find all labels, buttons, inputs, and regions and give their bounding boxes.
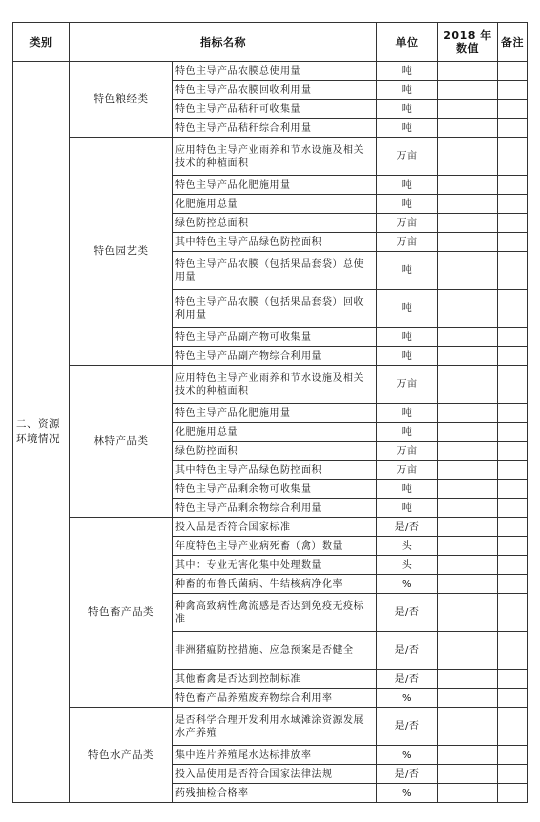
header-row bbox=[13, 23, 528, 62]
unit-cell: 吨 bbox=[377, 62, 438, 81]
note-cell[interactable] bbox=[498, 575, 528, 594]
indicator-name-cell: 应用特色主导产业雨养和节水设施及相关技术的种植面积 bbox=[173, 138, 377, 176]
value-2018-cell[interactable] bbox=[438, 670, 498, 689]
indicator-name-cell: 其中特色主导产品绿色防控面积 bbox=[173, 233, 377, 252]
unit-cell: 吨 bbox=[377, 290, 438, 328]
unit-cell: 吨 bbox=[377, 81, 438, 100]
unit-cell: 吨 bbox=[377, 119, 438, 138]
indicator-name-cell: 应用特色主导产业雨养和节水设施及相关技术的种植面积 bbox=[173, 366, 377, 404]
subcategory-cell: 特色园艺类 bbox=[70, 138, 173, 366]
note-cell[interactable] bbox=[498, 81, 528, 100]
header-value: 2018 年数值 bbox=[438, 23, 498, 62]
note-cell[interactable] bbox=[498, 708, 528, 746]
indicator-name-cell: 非洲猪瘟防控措施、应急预案是否健全 bbox=[173, 632, 377, 670]
header-unit: 单位 bbox=[377, 23, 438, 62]
indicator-name-cell: 特色畜产品养殖废弃物综合利用率 bbox=[173, 689, 377, 708]
note-cell[interactable] bbox=[498, 537, 528, 556]
value-2018-cell[interactable] bbox=[438, 81, 498, 100]
note-cell[interactable] bbox=[498, 461, 528, 480]
value-2018-cell[interactable] bbox=[438, 784, 498, 803]
indicator-table-container bbox=[12, 22, 527, 803]
indicator-name-cell: 其中：专业无害化集中处理数量 bbox=[173, 556, 377, 575]
note-cell[interactable] bbox=[498, 784, 528, 803]
indicator-name-cell: 特色主导产品农膜回收利用量 bbox=[173, 81, 377, 100]
unit-cell: 是/否 bbox=[377, 708, 438, 746]
indicator-name-cell: 特色主导产品农膜总使用量 bbox=[173, 62, 377, 81]
indicator-name-cell: 种禽高致病性禽流感是否达到免疫无疫标准 bbox=[173, 594, 377, 632]
note-cell[interactable] bbox=[498, 404, 528, 423]
subcategory-cell: 林特产品类 bbox=[70, 366, 173, 518]
header-note: 备注 bbox=[498, 23, 528, 62]
indicator-table bbox=[12, 22, 528, 803]
indicator-name-cell: 年度特色主导产业病死畜（禽）数量 bbox=[173, 537, 377, 556]
note-cell[interactable] bbox=[498, 290, 528, 328]
value-2018-cell[interactable] bbox=[438, 62, 498, 81]
unit-cell: 万亩 bbox=[377, 138, 438, 176]
unit-cell: 万亩 bbox=[377, 233, 438, 252]
value-2018-cell[interactable] bbox=[438, 632, 498, 670]
note-cell[interactable] bbox=[498, 119, 528, 138]
indicator-name-cell: 特色主导产品剩余物可收集量 bbox=[173, 480, 377, 499]
unit-cell: % bbox=[377, 575, 438, 594]
indicator-name-cell: 种畜的布鲁氏菌病、牛结核病净化率 bbox=[173, 575, 377, 594]
note-cell[interactable] bbox=[498, 670, 528, 689]
unit-cell: % bbox=[377, 689, 438, 708]
note-cell[interactable] bbox=[498, 556, 528, 575]
unit-cell: 万亩 bbox=[377, 366, 438, 404]
indicator-name-cell: 特色主导产品农膜（包括果品套袋）总使用量 bbox=[173, 252, 377, 290]
unit-cell: 吨 bbox=[377, 423, 438, 442]
value-2018-cell[interactable] bbox=[438, 290, 498, 328]
indicator-name-cell: 化肥施用总量 bbox=[173, 423, 377, 442]
note-cell[interactable] bbox=[498, 100, 528, 119]
note-cell[interactable] bbox=[498, 518, 528, 537]
value-2018-cell[interactable] bbox=[438, 138, 498, 176]
note-cell[interactable] bbox=[498, 632, 528, 670]
value-2018-cell[interactable] bbox=[438, 214, 498, 233]
unit-cell: 万亩 bbox=[377, 461, 438, 480]
indicator-name-cell: 投入品是否符合国家标准 bbox=[173, 518, 377, 537]
unit-cell: 吨 bbox=[377, 252, 438, 290]
category-cell: 二、资源环境情况 bbox=[13, 62, 70, 803]
unit-cell: 吨 bbox=[377, 480, 438, 499]
value-2018-cell[interactable] bbox=[438, 252, 498, 290]
indicator-name-cell: 化肥施用总量 bbox=[173, 195, 377, 214]
unit-cell: % bbox=[377, 784, 438, 803]
note-cell[interactable] bbox=[498, 328, 528, 347]
value-2018-cell[interactable] bbox=[438, 404, 498, 423]
table-row bbox=[13, 62, 528, 81]
unit-cell: 吨 bbox=[377, 404, 438, 423]
note-cell[interactable] bbox=[498, 480, 528, 499]
note-cell[interactable] bbox=[498, 176, 528, 195]
value-2018-cell[interactable] bbox=[438, 461, 498, 480]
value-2018-cell[interactable] bbox=[438, 575, 498, 594]
value-2018-cell[interactable] bbox=[438, 480, 498, 499]
value-2018-cell[interactable] bbox=[438, 765, 498, 784]
unit-cell: 吨 bbox=[377, 347, 438, 366]
indicator-name-cell: 特色主导产品化肥施用量 bbox=[173, 404, 377, 423]
value-2018-cell[interactable] bbox=[438, 556, 498, 575]
value-2018-cell[interactable] bbox=[438, 119, 498, 138]
unit-cell: 吨 bbox=[377, 176, 438, 195]
note-cell[interactable] bbox=[498, 195, 528, 214]
indicator-name-cell: 绿色防控面积 bbox=[173, 442, 377, 461]
indicator-name-cell: 绿色防控总面积 bbox=[173, 214, 377, 233]
note-cell[interactable] bbox=[498, 347, 528, 366]
value-2018-cell[interactable] bbox=[438, 100, 498, 119]
header-indicator: 指标名称 bbox=[70, 23, 377, 62]
value-2018-cell[interactable] bbox=[438, 233, 498, 252]
subcategory-cell: 特色粮经类 bbox=[70, 62, 173, 138]
value-2018-cell[interactable] bbox=[438, 518, 498, 537]
unit-cell: 是/否 bbox=[377, 632, 438, 670]
value-2018-cell[interactable] bbox=[438, 366, 498, 404]
value-2018-cell[interactable] bbox=[438, 708, 498, 746]
indicator-name-cell: 特色主导产品农膜（包括果品套袋）回收利用量 bbox=[173, 290, 377, 328]
note-cell[interactable] bbox=[498, 138, 528, 176]
value-2018-cell[interactable] bbox=[438, 442, 498, 461]
indicator-name-cell: 集中连片养殖尾水达标排放率 bbox=[173, 746, 377, 765]
indicator-name-cell: 特色主导产品化肥施用量 bbox=[173, 176, 377, 195]
value-2018-cell[interactable] bbox=[438, 347, 498, 366]
indicator-name-cell: 特色主导产品秸秆可收集量 bbox=[173, 100, 377, 119]
table-row bbox=[13, 138, 528, 176]
note-cell[interactable] bbox=[498, 233, 528, 252]
note-cell[interactable] bbox=[498, 214, 528, 233]
unit-cell: 是/否 bbox=[377, 518, 438, 537]
note-cell[interactable] bbox=[498, 252, 528, 290]
unit-cell: 吨 bbox=[377, 100, 438, 119]
note-cell[interactable] bbox=[498, 442, 528, 461]
unit-cell: 吨 bbox=[377, 499, 438, 518]
unit-cell: 是/否 bbox=[377, 594, 438, 632]
indicator-name-cell: 其他畜禽是否达到控制标准 bbox=[173, 670, 377, 689]
unit-cell: 万亩 bbox=[377, 214, 438, 233]
note-cell[interactable] bbox=[498, 366, 528, 404]
table-body bbox=[13, 62, 528, 803]
indicator-name-cell: 其中特色主导产品绿色防控面积 bbox=[173, 461, 377, 480]
indicator-name-cell: 药残抽检合格率 bbox=[173, 784, 377, 803]
indicator-name-cell: 投入品使用是否符合国家法律法规 bbox=[173, 765, 377, 784]
indicator-name-cell: 特色主导产品副产物综合利用量 bbox=[173, 347, 377, 366]
unit-cell: 万亩 bbox=[377, 442, 438, 461]
subcategory-cell: 特色水产品类 bbox=[70, 708, 173, 803]
table-row bbox=[13, 708, 528, 746]
note-cell[interactable] bbox=[498, 594, 528, 632]
unit-cell: 吨 bbox=[377, 328, 438, 347]
value-2018-cell[interactable] bbox=[438, 195, 498, 214]
note-cell[interactable] bbox=[498, 746, 528, 765]
value-2018-cell[interactable] bbox=[438, 423, 498, 442]
indicator-name-cell: 是否科学合理开发利用水域滩涂资源发展水产养殖 bbox=[173, 708, 377, 746]
value-2018-cell[interactable] bbox=[438, 746, 498, 765]
unit-cell: 头 bbox=[377, 537, 438, 556]
value-2018-cell[interactable] bbox=[438, 176, 498, 195]
note-cell[interactable] bbox=[498, 499, 528, 518]
indicator-name-cell: 特色主导产品秸秆综合利用量 bbox=[173, 119, 377, 138]
indicator-name-cell: 特色主导产品副产物可收集量 bbox=[173, 328, 377, 347]
value-2018-cell[interactable] bbox=[438, 594, 498, 632]
note-cell[interactable] bbox=[498, 62, 528, 81]
note-cell[interactable] bbox=[498, 765, 528, 784]
note-cell[interactable] bbox=[498, 689, 528, 708]
value-2018-cell[interactable] bbox=[438, 689, 498, 708]
table-row bbox=[13, 366, 528, 404]
table-row bbox=[13, 518, 528, 537]
indicator-name-cell: 特色主导产品剩余物综合利用量 bbox=[173, 499, 377, 518]
unit-cell: 是/否 bbox=[377, 765, 438, 784]
unit-cell: 头 bbox=[377, 556, 438, 575]
unit-cell: 吨 bbox=[377, 195, 438, 214]
header-category: 类别 bbox=[13, 23, 70, 62]
unit-cell: % bbox=[377, 746, 438, 765]
value-2018-cell[interactable] bbox=[438, 537, 498, 556]
value-2018-cell[interactable] bbox=[438, 499, 498, 518]
value-2018-cell[interactable] bbox=[438, 328, 498, 347]
note-cell[interactable] bbox=[498, 423, 528, 442]
subcategory-cell: 特色畜产品类 bbox=[70, 518, 173, 708]
unit-cell: 是/否 bbox=[377, 670, 438, 689]
